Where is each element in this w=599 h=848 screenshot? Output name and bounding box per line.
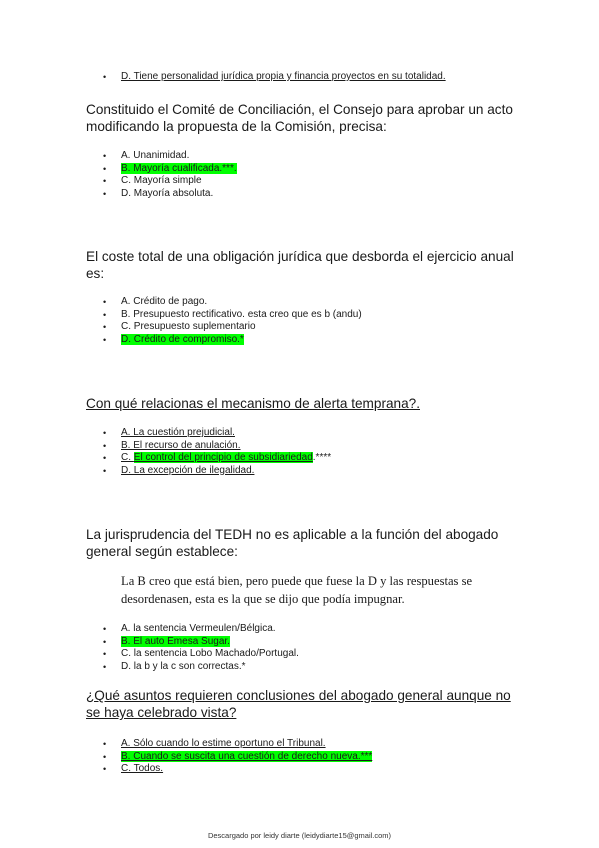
bullet: • — [103, 428, 107, 438]
option-text: A. Unanimidad. — [121, 150, 190, 161]
question-4-options — [0, 623, 299, 673]
bullet: • — [103, 649, 107, 660]
option-text-highlighted: B. Cuando se suscita una cuestión de derecho nueva.*** — [121, 750, 373, 762]
bullet: • — [103, 163, 107, 174]
option-text-highlighted: B. Mayoría cualificada.***. — [121, 162, 237, 174]
option-suffix: .**** — [312, 452, 332, 464]
list-item — [0, 648, 299, 661]
list-item — [0, 296, 362, 309]
option-text: A. La cuestión prejudicial. — [121, 427, 235, 438]
option-text: B. Presupuesto rectificativo. esta creo que es b (andu) — [121, 308, 362, 320]
bullet: • — [103, 465, 107, 476]
list-item — [0, 188, 237, 201]
question-2: El coste total de una obligación jurídica que desborda el ejercicio anual es: — [86, 249, 514, 281]
list-item — [0, 163, 237, 176]
bullet: • — [103, 624, 107, 634]
option-text: D. Tiene personalidad jurídica propia y financia proyectos en su totalidad. — [121, 71, 446, 82]
download-footer: Descargado por leidy diarte (leidydiarte15@gmail.com) — [207, 831, 392, 840]
bullet: • — [103, 661, 107, 672]
bullet: • — [103, 322, 107, 333]
top-options-list — [0, 71, 446, 84]
option-text: C. Presupuesto suplementario — [121, 321, 256, 333]
list-item — [0, 751, 372, 764]
bullet: • — [103, 309, 107, 320]
list-item — [0, 763, 372, 776]
question-3: Con qué relacionas el mecanismo de alerta temprana?. — [86, 396, 420, 411]
option-text-highlighted: B. El auto Emesa Sugar. — [121, 635, 230, 647]
bullet: • — [103, 334, 107, 345]
bullet: • — [103, 764, 107, 775]
list-item — [0, 175, 237, 188]
option-text: A. Crédito de pago. — [121, 296, 208, 307]
list-item — [0, 321, 362, 334]
bullet: • — [103, 72, 107, 82]
bullet: • — [103, 751, 107, 762]
question-4: La jurisprudencia del TEDH no es aplicable a la función del abogado general según establece: — [86, 527, 499, 559]
bullet: • — [103, 151, 107, 161]
list-item — [0, 71, 446, 84]
option-text: D. Mayoría absoluta. — [121, 187, 214, 199]
list-item — [0, 623, 299, 636]
list-item — [0, 334, 362, 347]
question-1: Constituido el Comité de Conciliación, el Consejo para aprobar un acto modificando la propuesta de la Comisión, precisa: — [86, 102, 513, 134]
list-item — [0, 465, 331, 478]
option-text: D. la b y la c son correctas.* — [121, 660, 246, 672]
bullet: • — [103, 453, 107, 464]
list-item — [0, 150, 237, 163]
option-prefix: C. — [121, 452, 134, 464]
option-text: C. Todos. — [121, 763, 164, 775]
question-1-options — [0, 150, 237, 200]
option-text: A. la sentencia Vermeulen/Bélgica. — [121, 623, 276, 634]
list-item — [0, 738, 372, 751]
option-text-highlighted: El control del principio de subsidiariedad — [133, 452, 313, 464]
option-text: D. La excepción de ilegalidad. — [121, 464, 255, 476]
list-item — [0, 661, 299, 674]
option-text-highlighted: D. Crédito de compromiso.* — [121, 333, 244, 345]
list-item — [0, 452, 331, 465]
bullet: • — [103, 440, 107, 451]
question-2-options — [0, 296, 362, 346]
list-item — [0, 309, 362, 322]
bullet: • — [103, 297, 107, 307]
question-5: ¿Qué asuntos requieren conclusiones del abogado general aunque no se haya celebrado vista? — [86, 688, 511, 720]
bullet: • — [103, 188, 107, 199]
question-3-options — [0, 427, 331, 477]
answer-note: La B creo que está bien, pero puede que fuese la D y las respuestas se desordenasen, esta es la que se dijo que podía impugnar. — [121, 574, 473, 606]
list-item — [0, 427, 331, 440]
bullet: • — [103, 176, 107, 187]
option-text: C. la sentencia Lobo Machado/Portugal. — [121, 648, 299, 660]
list-item — [0, 636, 299, 649]
option-text: A. Sólo cuando lo estime oportuno el Tribunal. — [121, 738, 326, 749]
question-5-options — [0, 738, 372, 776]
list-item — [0, 440, 331, 453]
bullet: • — [103, 636, 107, 647]
option-text: C. Mayoría simple — [121, 175, 202, 187]
option-text: B. El recurso de anulación. — [121, 439, 241, 451]
bullet: • — [103, 739, 107, 749]
